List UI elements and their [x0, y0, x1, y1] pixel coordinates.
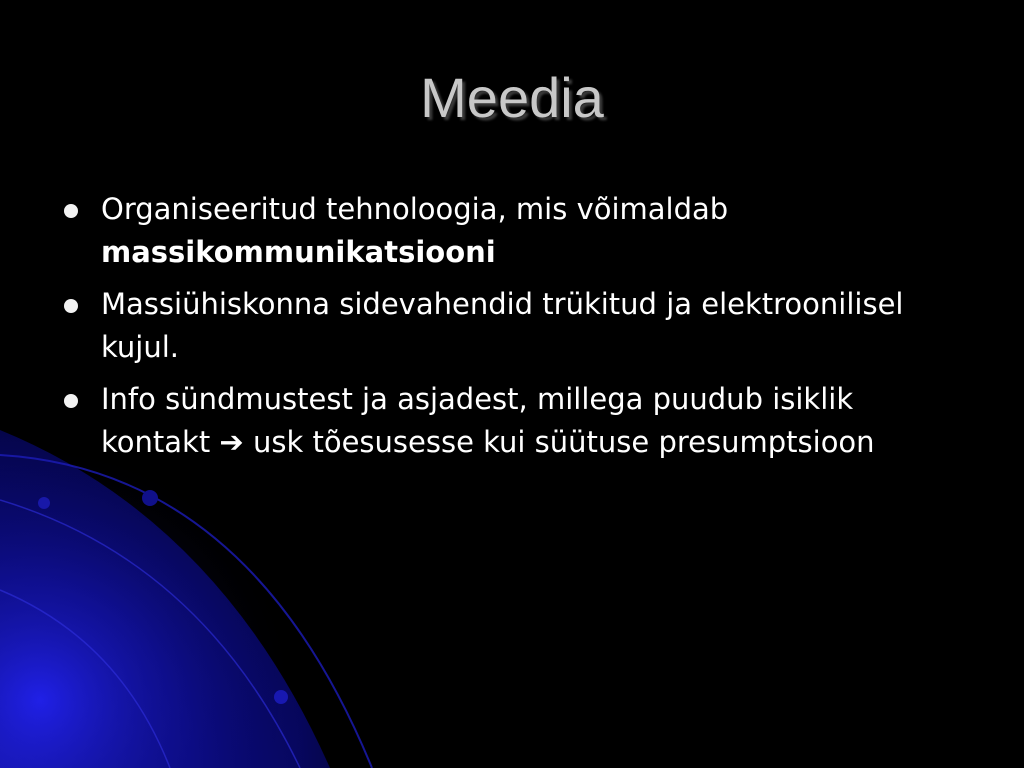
right-arrow-icon: ➔	[219, 425, 244, 459]
bullet-dot-icon	[64, 299, 78, 313]
bullet-text: Massiühiskonna sidevahendid trükitud ja elektroonilisel kujul.	[101, 287, 904, 364]
bullet-text: Info sündmustest ja asjadest, millega puudub isiklik kontakt	[101, 382, 854, 459]
slide-title: Meedia	[420, 66, 604, 129]
bullet-dot-icon	[64, 394, 78, 408]
bullet-text-continued: usk tõesusesse kui süütuse presumptsioon	[243, 425, 875, 459]
bullet-list	[60, 188, 960, 473]
bullet-bold-text: massikommunikatsiooni	[101, 235, 496, 269]
bullet-item	[60, 283, 960, 369]
bullet-item	[60, 188, 960, 274]
bullet-text: Organiseeritud tehnoloogia, mis võimaldab	[101, 192, 729, 226]
bullet-item	[60, 378, 960, 464]
bullet-dot-icon	[64, 204, 78, 218]
